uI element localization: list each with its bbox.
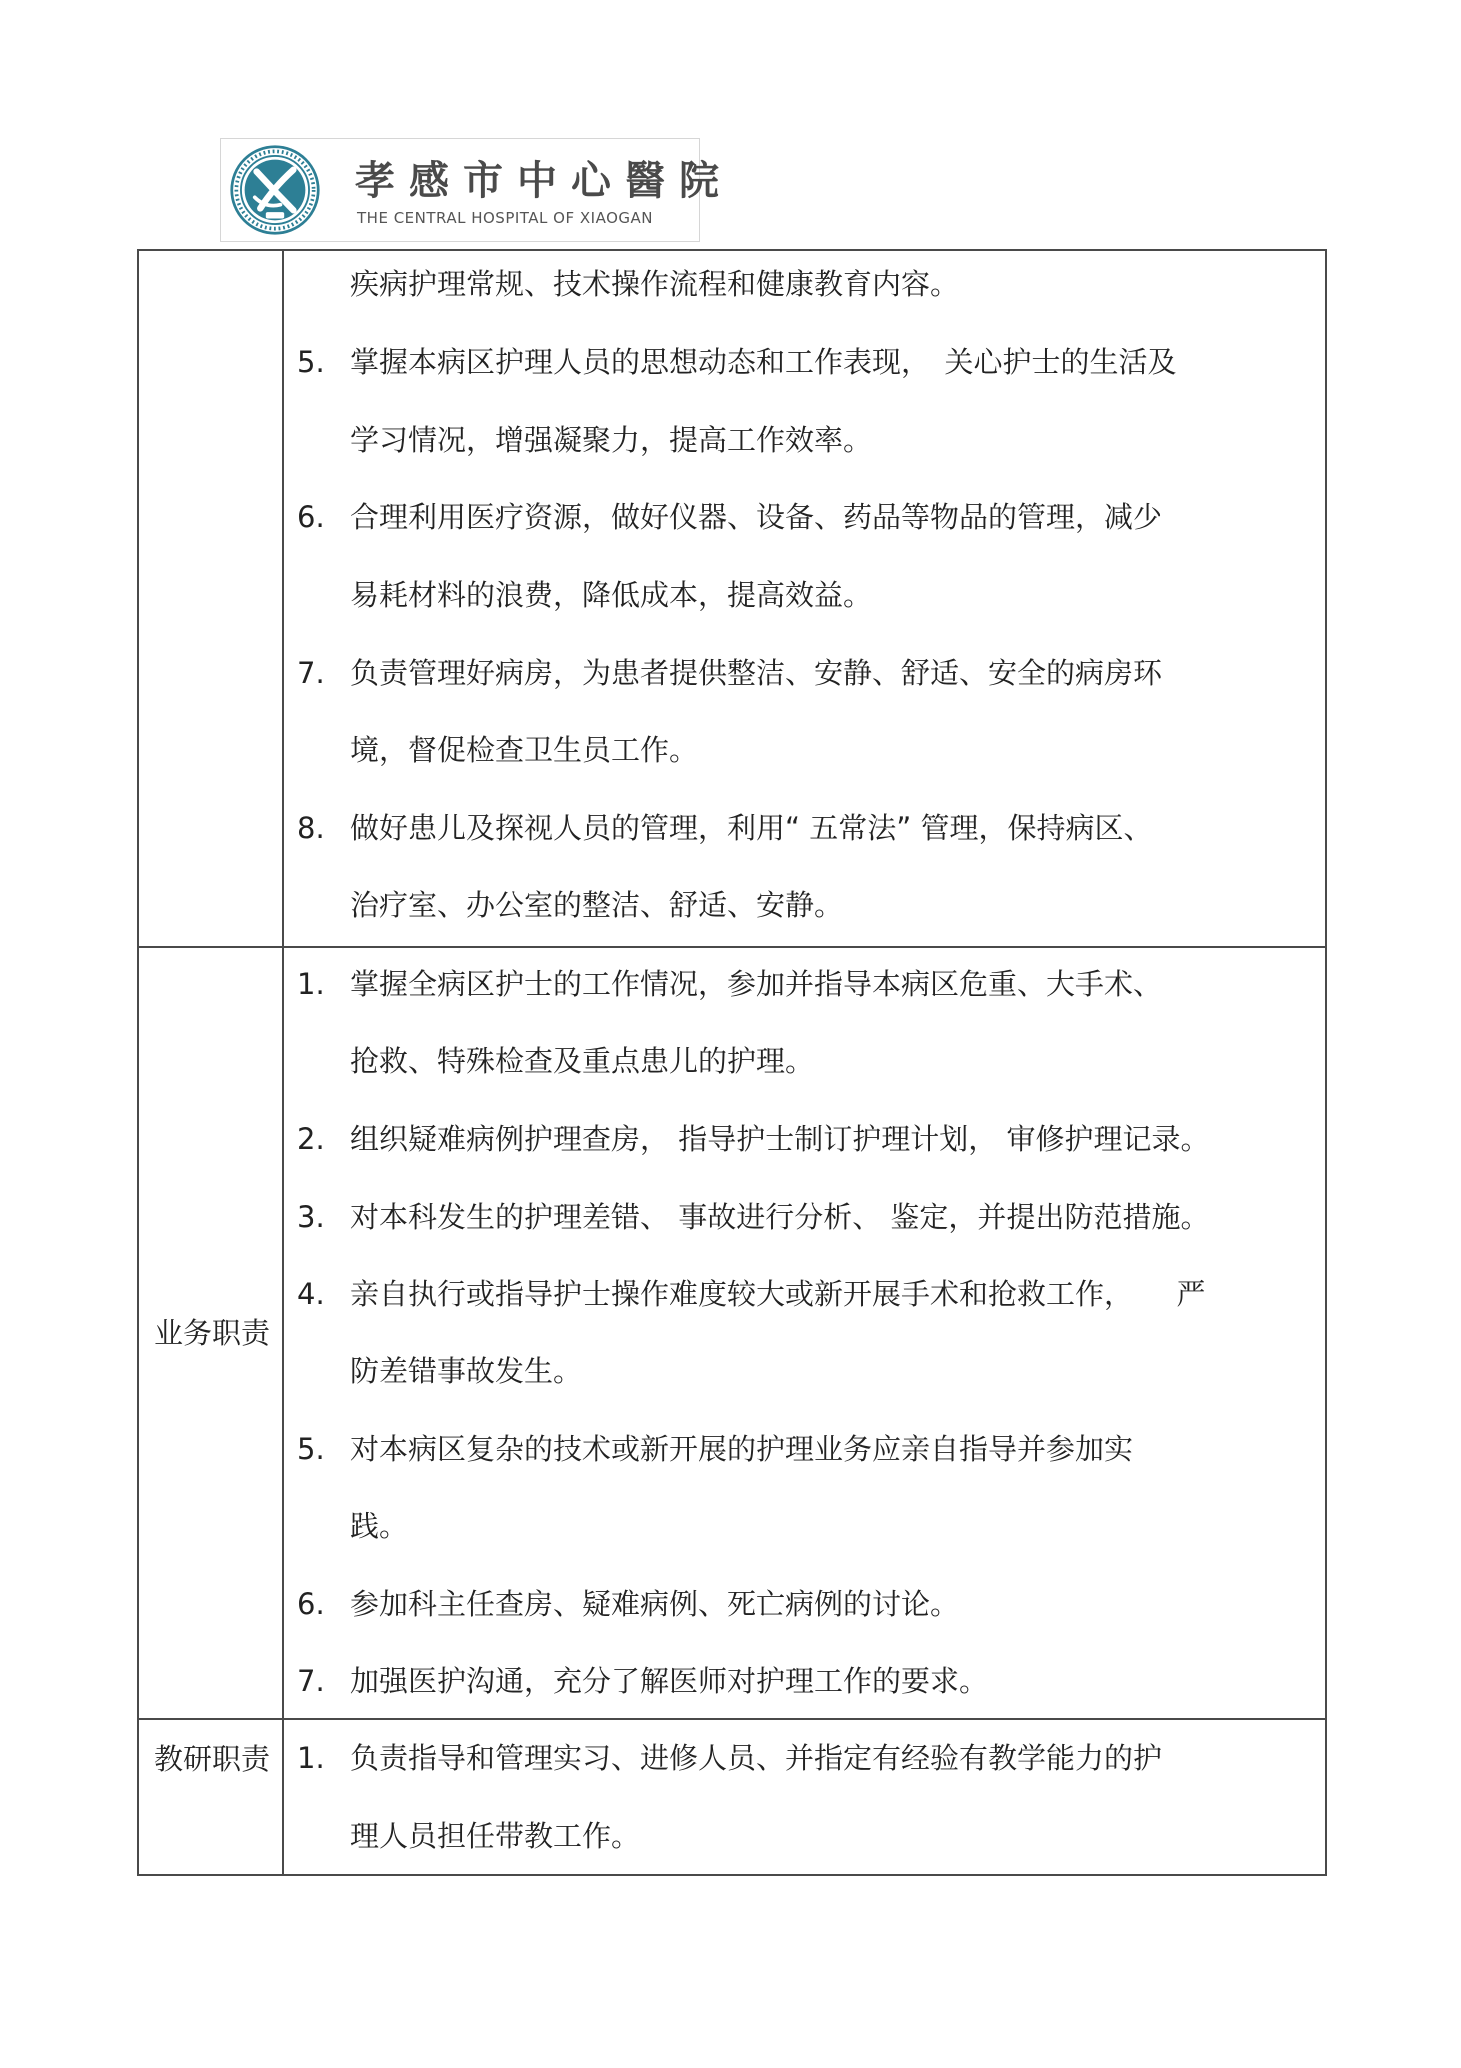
item-text: 防差错事故发生。 xyxy=(350,1354,583,1388)
row-label-cell xyxy=(139,1720,284,1874)
item-number: 2. xyxy=(297,1122,325,1156)
item-text: 易耗材料的浪费，降低成本，提高效益。 xyxy=(350,578,873,612)
item-number: 7. xyxy=(297,656,325,690)
item-text: 负责管理好病房，为患者提供整洁、安静、舒适、安全的病房环 xyxy=(350,656,1163,690)
row-content-cell xyxy=(284,251,1325,946)
item-text: 对本病区复杂的技术或新开展的护理业务应亲自指导并参加实 xyxy=(350,1432,1134,1466)
row-label-cell xyxy=(139,251,284,946)
hospital-seal-icon xyxy=(229,144,321,236)
item-number: 5. xyxy=(297,1432,325,1466)
table-row xyxy=(139,251,1325,946)
item-number: 7. xyxy=(297,1664,325,1698)
item-text: 掌握本病区护理人员的思想动态和工作表现， 关心护士的生活及 xyxy=(350,345,1177,379)
table-row xyxy=(139,946,1325,1718)
hospital-name-english: THE CENTRAL HOSPITAL OF XIAOGAN xyxy=(357,209,653,227)
item-text: 治疗室、办公室的整洁、舒适、安静。 xyxy=(350,888,844,922)
item-text: 境，督促检查卫生员工作。 xyxy=(350,733,699,767)
item-text: 参加科主任查房、疑难病例、死亡病例的讨论。 xyxy=(350,1587,960,1621)
item-text: 践。 xyxy=(350,1509,409,1543)
item-number: 1. xyxy=(297,1741,325,1775)
row-label-cell xyxy=(139,948,284,1718)
item-number: 6. xyxy=(297,500,325,534)
item-text: 疾病护理常规、技术操作流程和健康教育内容。 xyxy=(350,267,960,301)
row-content-cell xyxy=(284,948,1325,1718)
item-number: 6. xyxy=(297,1587,325,1621)
table-row xyxy=(139,1718,1325,1874)
row-label: 教研职责 xyxy=(153,1742,270,1776)
duty-table xyxy=(137,249,1327,1876)
hospital-logo xyxy=(220,138,733,242)
hospital-name: 孝感市中心醫院 xyxy=(355,157,733,204)
item-text: 加强医护沟通，充分了解医师对护理工作的要求。 xyxy=(350,1664,989,1698)
item-number: 8. xyxy=(297,811,325,845)
item-text: 亲自执行或指导护士操作难度较大或新开展手术和抢救工作， 严 xyxy=(350,1277,1206,1311)
item-number: 1. xyxy=(297,967,325,1001)
item-text: 掌握全病区护士的工作情况，参加并指导本病区危重、大手术、 xyxy=(350,967,1163,1001)
item-number: 3. xyxy=(297,1200,325,1234)
item-text: 负责指导和管理实习、进修人员、并指定有经验有教学能力的护 xyxy=(350,1741,1163,1775)
item-text: 对本科发生的护理差错、 事故进行分析、 鉴定，并提出防范措施。 xyxy=(350,1200,1210,1234)
item-text: 合理利用医疗资源，做好仪器、设备、药品等物品的管理，减少 xyxy=(350,500,1163,534)
item-number: 5. xyxy=(297,345,325,379)
row-content-cell xyxy=(284,1720,1325,1874)
item-text: 抢救、特殊检查及重点患儿的护理。 xyxy=(350,1044,815,1078)
item-text: 组织疑难病例护理查房， 指导护士制订护理计划， 审修护理记录。 xyxy=(350,1122,1210,1156)
item-text: 理人员担任带教工作。 xyxy=(350,1819,641,1853)
row-label: 业务职责 xyxy=(153,1316,270,1350)
item-text: 做好患儿及探视人员的管理，利用“ 五常法” 管理，保持病区、 xyxy=(350,811,1153,845)
item-text: 学习情况，增强凝聚力，提高工作效率。 xyxy=(350,423,873,457)
item-number: 4. xyxy=(297,1277,325,1311)
